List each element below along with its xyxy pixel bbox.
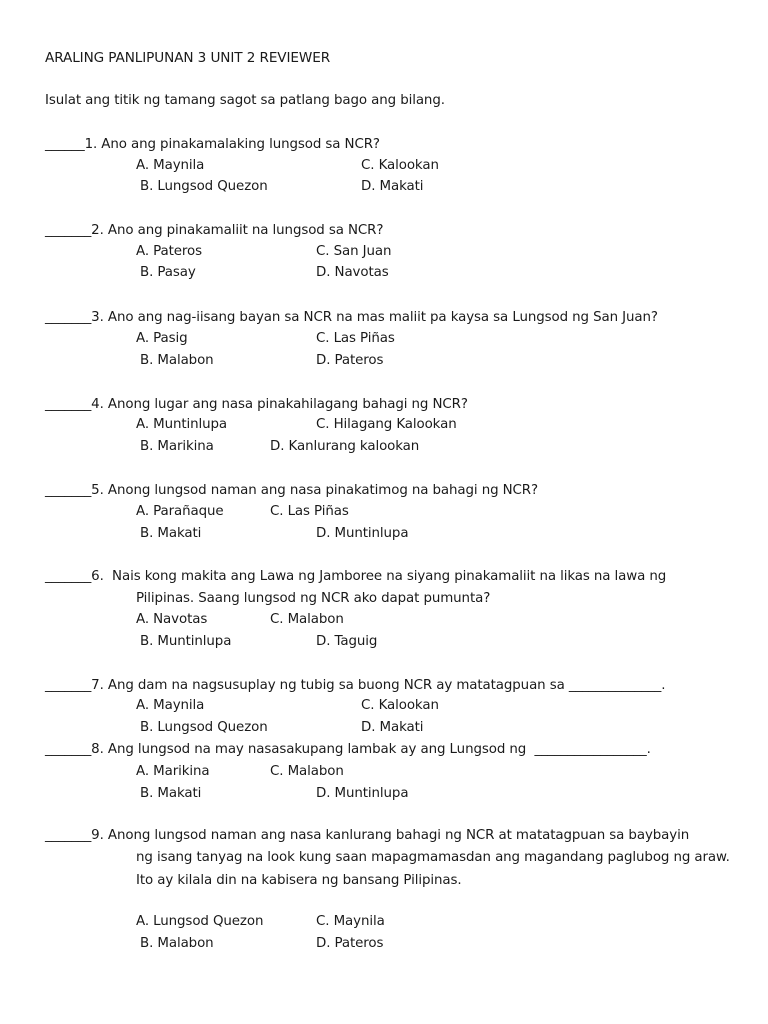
question-4: _______4. Anong lugar ang nasa pinakahilagang bahagi ng NCR? <box>45 397 468 412</box>
q3-choice-d: D. Pateros <box>316 353 384 368</box>
q6-choice-a: A. Navotas <box>136 612 208 627</box>
question-9: _______9. Anong lungsod naman ang nasa kanlurang bahagi ng NCR at matatagpuan sa baybayin <box>45 828 690 843</box>
q1-choice-a: A. Maynila <box>136 158 205 173</box>
q7-choice-c: C. Kalookan <box>361 698 439 713</box>
q6-choice-d: D. Taguig <box>316 634 378 649</box>
q7-choice-a: A. Maynila <box>136 698 205 713</box>
q9-choice-c: C. Maynila <box>316 914 385 929</box>
question-6: _______6. Nais kong makita ang Lawa ng Jamboree na siyang pinakamaliit na likas na lawa ng <box>45 569 667 584</box>
q2-choice-d: D. Navotas <box>316 265 389 280</box>
q5-choice-a: A. Parañaque <box>136 504 224 519</box>
q5-choice-d: D. Muntinlupa <box>316 526 409 541</box>
q2-choice-a: A. Pateros <box>136 244 202 259</box>
q8-choice-d: D. Muntinlupa <box>316 786 409 801</box>
q9-choice-a: A. Lungsod Quezon <box>136 914 264 929</box>
worksheet-title: ARALING PANLIPUNAN 3 UNIT 2 REVIEWER <box>45 50 331 66</box>
q4-choice-c: C. Hilagang Kalookan <box>316 417 457 432</box>
q2-choice-c: C. San Juan <box>316 244 392 259</box>
q1-choice-d: D. Makati <box>361 179 424 194</box>
q7-choice-b: B. Lungsod Quezon <box>140 720 268 735</box>
question-7: _______7. Ang dam na nagsusuplay ng tubig sa buong NCR ay matatagpuan sa ______________. <box>45 678 666 693</box>
q7-choice-d: D. Makati <box>361 720 424 735</box>
question-8: _______8. Ang lungsod na may nasasakupang lambak ay ang Lungsod ng _________________. <box>45 742 651 757</box>
q6-choice-b: B. Muntinlupa <box>140 634 232 649</box>
q4-choice-b: B. Marikina <box>140 439 214 454</box>
question-3: _______3. Ano ang nag-iisang bayan sa NCR na mas maliit pa kaysa sa Lungsod ng San Juan? <box>45 310 658 325</box>
q8-choice-a: A. Marikina <box>136 764 210 779</box>
question-9-continued-1: ng isang tanyag na look kung saan mapagmamasdan ang magandang paglubog ng araw. <box>136 850 730 865</box>
q3-choice-a: A. Pasig <box>136 331 188 346</box>
question-5: _______5. Anong lungsod naman ang nasa pinakatimog na bahagi ng NCR? <box>45 483 539 498</box>
q8-choice-b: B. Makati <box>140 786 202 801</box>
q9-choice-d: D. Pateros <box>316 936 384 951</box>
question-1: ______1. Ano ang pinakamalaking lungsod sa NCR? <box>45 137 380 152</box>
q2-choice-b: B. Pasay <box>140 265 196 280</box>
q1-choice-b: B. Lungsod Quezon <box>140 179 268 194</box>
q6-choice-c: C. Malabon <box>270 612 344 627</box>
q8-choice-c: C. Malabon <box>270 764 344 779</box>
q9-choice-b: B. Malabon <box>140 936 214 951</box>
q4-choice-d: D. Kanlurang kalookan <box>270 439 420 454</box>
q5-choice-b: B. Makati <box>140 526 202 541</box>
q3-choice-b: B. Malabon <box>140 353 214 368</box>
q5-choice-c: C. Las Piñas <box>270 504 349 519</box>
q3-choice-c: C. Las Piñas <box>316 331 395 346</box>
q4-choice-a: A. Muntinlupa <box>136 417 228 432</box>
q1-choice-c: C. Kalookan <box>361 158 439 173</box>
instructions: Isulat ang titik ng tamang sagot sa patlang bago ang bilang. <box>45 93 445 108</box>
question-6-continued: Pilipinas. Saang lungsod ng NCR ako dapat pumunta? <box>136 591 491 606</box>
question-9-continued-2: Ito ay kilala din na kabisera ng bansang Pilipinas. <box>136 873 462 888</box>
question-2: _______2. Ano ang pinakamaliit na lungsod sa NCR? <box>45 223 384 238</box>
